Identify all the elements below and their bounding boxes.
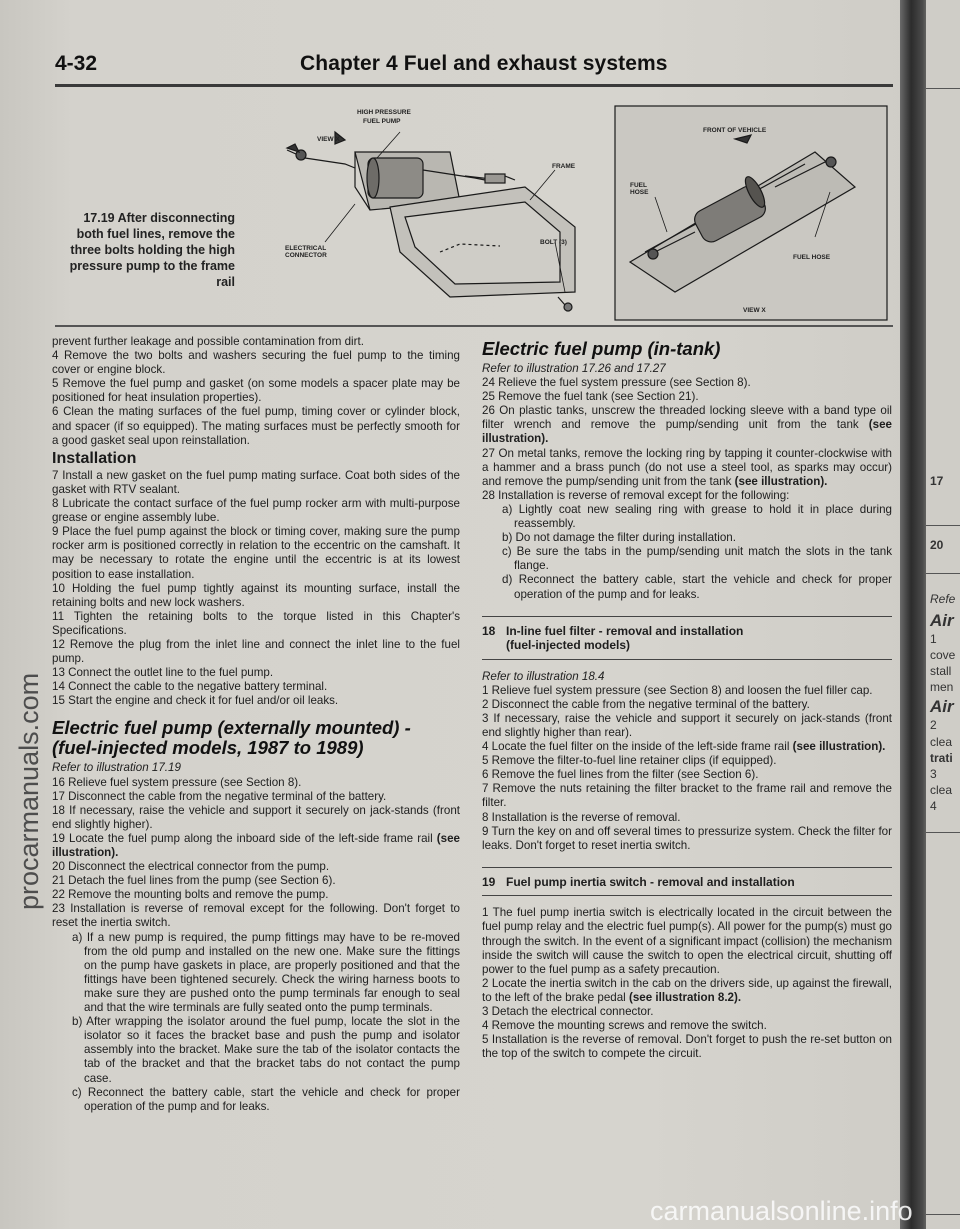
paragraph: 8 Lubricate the contact surface of the fuel pump rocker arm with multi-purpose grease or engine assembly lube. [52,497,460,525]
bolt-drawing [558,297,572,311]
running-head [55,52,895,84]
figure-caption: 17.19 After disconnecting both fuel lines, remove the three bolts holding the high pressure pump to the frame rail [69,211,235,289]
paragraph: 5 Remove the filter-to-fuel line retainer clips (if equipped). [482,754,777,768]
paragraph-text: 4 Locate the fuel filter on the inside of the left-side frame rail [482,740,793,754]
illustration-callout: (see illustration). [482,418,892,446]
adjacent-page-edge [926,0,960,1229]
edge-text: clea [930,783,953,797]
paragraph: 14 Connect the cable to the negative battery terminal. [52,680,328,694]
paragraph: 7 Install a new gasket on the fuel pump mating surface. Coat both sides of the gasket with RTV sealant. [52,468,460,496]
label-high-pressure-pump-1: HIGH PRESSURE [357,109,411,116]
section-title: Fuel pump inertia switch - removal and installation [506,874,795,889]
paragraph: 6 Clean the mating surfaces of the fuel pump, timing cover or cylinder block, and spacer (if so equipped). The mating surfaces must be perfectly smooth for a good gasket seal upon reinstallation. [52,405,460,447]
divider [926,1214,960,1215]
edge-text: 2 [930,718,937,732]
paragraph: 13 Connect the outlet line to the fuel pump. [52,666,274,680]
label-frame: FRAME [552,163,576,170]
paragraph: 3 Detach the electrical connector. [482,1004,654,1018]
paragraph: 17 Disconnect the cable from the negative terminal of the battery. [52,789,387,803]
illustration-callout: (see illustration 8.2). [628,990,742,1004]
illustration-reference: Refer to illustration 17.26 and 17.27 [482,362,666,375]
label-view-x-bottom: VIEW X [743,307,766,314]
watermark-left: procarmanuals.com [14,672,44,910]
fuel-pump-illustration [55,92,893,324]
page-number: 4-32 [55,52,98,75]
edge-text: 17 [930,474,944,488]
label-bolt: BOLT (3) [540,239,567,246]
label-electrical-connector-2: CONNECTOR [285,252,327,259]
paragraph [482,404,892,446]
paragraph [52,832,460,860]
right-column [482,335,892,1061]
paragraph-text: 27 On metal tanks, remove the locking ring by tapping it counter-clockwise with a hammer and a brass punch (do not use a steel tool, as sparks may occur) and remove the pump/sending unit from the tank [482,446,892,488]
label-fuel-hose-left-2: HOSE [630,189,649,196]
label-electrical-connector-1: ELECTRICAL [285,245,327,252]
paragraph: prevent further leakage and possible contamination from dirt. [52,335,364,348]
section-title: In-line fuel filter - removal and installation [506,623,744,638]
edge-text: Air [930,697,954,716]
illustration-reference: Refer to illustration 18.4 [482,669,605,683]
paragraph: 9 Turn the key on and off several times to pressurize system. Check the filter for leaks. Don't forget to reset inertia switch. [482,824,892,852]
edge-text: 3 [930,767,937,781]
paragraph: 1 The fuel pump inertia switch is electrically located in the circuit between the fuel pump relay and the electric fuel pump(s). All power for the pump(s) must go through the switch. In the event of a significant impact (collision) the mechanism inside the switch will cause the switch to open the electrical circuit, shutting off power to the fuel pump as a safety precaution. [482,906,892,976]
label-view-x: VIEW X [317,136,340,143]
paragraph [482,740,892,754]
sub-item: c) Be sure the tabs in the pump/sending unit match the slots in the tank flange. [502,545,892,573]
paragraph-text: 2 Locate the inertia switch in the cab on the drivers side, up against the firewall, to the left of the brake pedal [482,976,892,1004]
external-pump-heading: Electric fuel pump (externally mounted) - (fuel-injected models, 1987 to 1989) [52,717,411,759]
edge-text: Air [930,611,954,630]
paragraph: 4 Remove the two bolts and washers securing the fuel pump to the timing cover or engine block. [52,349,460,377]
header-rule [55,84,893,87]
paragraph: 10 Holding the fuel pump tightly against its mounting surface, install the retaining bolts and new lock washers. [52,581,460,609]
section-number: 19 [482,874,496,889]
edge-text: clea [930,735,953,749]
paragraph: 8 Installation is the reverse of removal. [482,810,681,824]
section-19-heading [482,867,892,897]
figure-rule [55,325,893,327]
sub-item: d) Reconnect the battery cable, start the vehicle and check for proper operation of the pump and for leaks. [502,573,892,601]
paragraph-text: 26 On plastic tanks, unscrew the threaded locking sleeve with a band type oil filter wrench and remove the pump/sending unit from the tank [482,404,892,432]
watermark-bottom: carmanualsonline.info [650,1196,913,1226]
paragraph: 20 Disconnect the electrical connector from the pump. [52,860,330,874]
paragraph: 2 Disconnect the cable from the negative terminal of the battery. [482,697,810,711]
divider [926,88,960,89]
edge-text: trati [930,751,953,765]
divider [926,525,960,526]
divider [926,832,960,833]
view-x-inset [615,106,887,320]
paragraph: 5 Remove the fuel pump and gasket (on some models a spacer plate may be positioned for heat insulation properties). [52,377,460,405]
paragraph: 7 Remove the nuts retaining the filter bracket to the frame rail and remove the filter. [482,782,892,810]
paragraph: 24 Relieve the fuel system pressure (see Section 8). [482,376,751,390]
paragraph: 15 Start the engine and check it for fuel and/or oil leaks. [52,694,339,708]
chapter-title: Chapter 4 Fuel and exhaust systems [300,52,668,75]
paragraph: 18 If necessary, raise the vehicle and support it securely on jack-stands (front end slightly higher). [52,803,460,831]
edge-text: Refe [930,592,956,606]
left-column [52,335,460,1114]
paragraph-text: 19 Locate the fuel pump along the inboard side of the left-side frame rail [52,831,437,845]
edge-text: cove [930,648,956,662]
edge-text: men [930,680,954,694]
paragraph: 4 Remove the mounting screws and remove the switch. [482,1019,767,1033]
sub-item: a) If a new pump is required, the pump fittings may have to be re-moved from the old pump and installed on the new one. Make sure the fittings on the pump have gaskets in place, are properly positioned and that the fittings have been tightened securely. Check the wiring harness boots to make sure they are pushed onto the pump terminals far enough to seal and that the wire terminals are fully seated onto the pump terminals. [72,930,460,1015]
sub-item: c) Reconnect the battery cable, start the vehicle and check for proper operation of the pump and for leaks. [72,1085,460,1113]
paragraph [482,447,892,489]
sub-item: b) Do not damage the filter during installation. [502,531,736,545]
section-18-heading [482,616,892,660]
label-high-pressure-pump-2: FUEL PUMP [363,118,401,125]
installation-heading: Installation [52,449,137,467]
paragraph: 25 Remove the fuel tank (see Section 21). [482,390,699,404]
edge-text: 1 [930,632,937,646]
paragraph: 5 Installation is the reverse of removal. Don't forget to push the re-set button on the top of the switch to compete the circuit. [482,1033,892,1061]
paragraph: 9 Place the fuel pump against the block or timing cover, making sure the pump rocker arm is positioned correctly in relation to the eccentric on the camshaft. It may be necessary to rotate the engine until the eccentric is at its lowest position to ease installation. [52,525,460,581]
sub-item: a) Lightly coat new sealing ring with grease to hold it in place during reassembly. [502,502,892,531]
in-tank-pump-heading: Electric fuel pump (in-tank) [482,338,721,359]
edge-text: 4 [930,799,937,813]
edge-text: stall [930,664,952,678]
paragraph: 28 Installation is reverse of removal except for the following: [482,488,790,502]
paragraph: 16 Relieve fuel system pressure (see Section 8). [52,775,302,789]
paragraph: 6 Remove the fuel lines from the filter (see Section 6). [482,768,759,782]
paragraph: 23 Installation is reverse of removal except for the following. Don't forget to reset the inertia switch. [52,902,460,930]
paragraph: 3 If necessary, raise the vehicle and support it securely on jack-stands (front end slightly higher than rear). [482,711,892,739]
sub-item: b) After wrapping the isolator around the fuel pump, locate the slot in the isolator so it faces the bracket base and push the pump and isolator assembly into the bracket. Make sure the tab of the isolator contacts the tab of the bracket and that the bracket tabs do not contact the pump case. [72,1015,460,1085]
label-fuel-hose-right: FUEL HOSE [793,254,831,261]
paragraph: 1 Relieve fuel system pressure (see Section 8) and loosen the fuel filler cap. [482,683,873,697]
paragraph [482,977,892,1005]
divider [926,573,960,574]
illustration-callout: (see illustration). [52,831,460,859]
edge-text: 20 [930,538,944,552]
illustration-reference: Refer to illustration 17.19 [52,761,181,775]
illustration-callout: (see illustration). [734,474,828,488]
label-fuel-hose-left-1: FUEL [630,182,647,189]
section-number: 18 [482,623,496,638]
figure-17-19 [55,92,893,324]
label-front-of-vehicle: FRONT OF VEHICLE [703,127,767,134]
section-title-line-2: (fuel-injected models) [506,638,631,653]
paragraph: 11 Tighten the retaining bolts to the torque listed in this Chapter's Specifications. [52,609,460,637]
illustration-callout: (see illustration). [792,740,886,754]
paragraph: 22 Remove the mounting bolts and remove the pump. [52,888,329,902]
paragraph: 12 Remove the plug from the inlet line and connect the inlet line to the fuel pump. [52,637,460,666]
paragraph: 21 Detach the fuel lines from the pump (see Section 6). [52,874,336,888]
